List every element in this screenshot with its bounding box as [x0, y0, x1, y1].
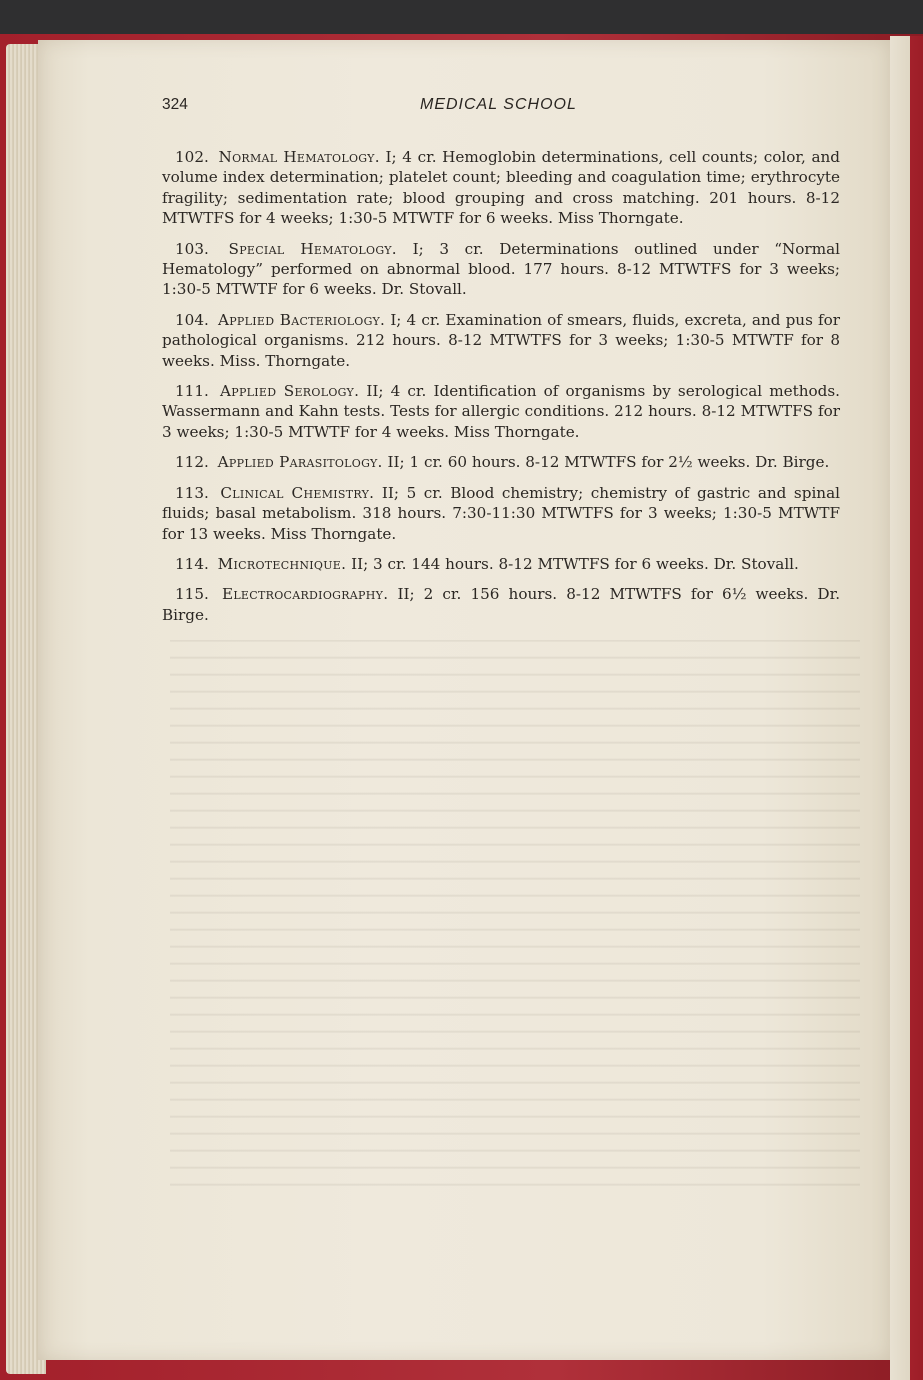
course-entry-104: [162, 310, 840, 371]
course-entry-112: [162, 452, 840, 472]
course-number: 115.: [175, 585, 209, 604]
course-entry-102: [162, 147, 840, 229]
course-entry-111: [162, 381, 840, 442]
course-description: I; 3 cr. Determinations outlined under “Normal Hematology” performed on abnormal blood. 177 hours. 8-12 MTWTFS for 3 weeks; 1:30-5 MTWTF for 6 weeks. Dr. Stovall.: [162, 239, 841, 299]
course-number: 102.: [175, 148, 209, 166]
page-number: 324: [162, 96, 188, 113]
course-title: Special Hematology.: [228, 239, 397, 258]
course-title: Applied Bacteriology.: [217, 310, 386, 329]
course-title: Clinical Chemistry.: [220, 483, 375, 502]
course-title: Microtechnique.: [217, 554, 347, 573]
course-title: Electrocardiography.: [221, 585, 389, 604]
course-number: 113.: [175, 483, 209, 502]
course-title: Applied Serology.: [219, 382, 360, 401]
course-list: [162, 147, 840, 635]
course-description: I; 4 cr. Hemoglobin determinations, cell counts; color, and volume index determination; platelet count; bleeding and coagulation time; erythrocyte fragility; sedimentation rate; blood grouping and cross matching. 201 hours. 8-12 MTWTFS for 4 weeks; 1:30-5 MTWTF for 6 weeks. Miss Thorngate.: [162, 148, 840, 228]
course-number: 103.: [175, 239, 209, 258]
course-entry-115: [162, 584, 840, 625]
course-number: 112.: [175, 453, 209, 472]
background-top: [0, 0, 923, 34]
course-entry-113: [162, 483, 840, 544]
bleed-through-shadow: [170, 640, 860, 1200]
course-number: 104.: [175, 310, 209, 329]
course-description: II; 4 cr. Identification of organisms by serological methods. Wassermann and Kahn tests. Tests for allergic conditions. 212 hours. 8-12 MTWTFS for 3 weeks; 1:30-5 MTWTF for 4 weeks. Miss Thorngate.: [162, 382, 841, 441]
page-header: [162, 96, 842, 116]
running-head: MEDICAL SCHOOL: [420, 96, 577, 113]
course-description: II; 5 cr. Blood chemistry; chemistry of gastric and spinal fluids; basal metabolism. 318 hours. 7:30-11:30 MTWTFS for 3 weeks; 1:30-5 MTWTF for 13 weeks. Miss Thorngate.: [162, 483, 841, 543]
course-number: 114.: [175, 554, 209, 573]
course-title: Applied Parasitology.: [217, 453, 383, 472]
course-description: II; 3 cr. 144 hours. 8-12 MTWTFS for 6 weeks. Dr. Stovall.: [351, 554, 799, 573]
course-entry-103: [162, 239, 840, 300]
course-description: I; 4 cr. Examination of smears, fluids, excreta, and pus for pathological organisms. 212 hours. 8-12 MTWTFS for 3 weeks; 1:30-5 MTWTF for 8 weeks. Miss. Thorngate.: [162, 310, 841, 370]
course-number: 111.: [175, 382, 209, 401]
book-cover-right-edge: [890, 36, 923, 1380]
course-description: II; 1 cr. 60 hours. 8-12 MTWTFS for 2½ weeks. Dr. Birge.: [387, 453, 830, 472]
course-title: Normal Hematology.: [218, 148, 380, 166]
course-entry-114: [162, 554, 840, 574]
course-description: II; 2 cr. 156 hours. 8-12 MTWTFS for 6½ weeks. Dr. Birge.: [162, 585, 841, 624]
